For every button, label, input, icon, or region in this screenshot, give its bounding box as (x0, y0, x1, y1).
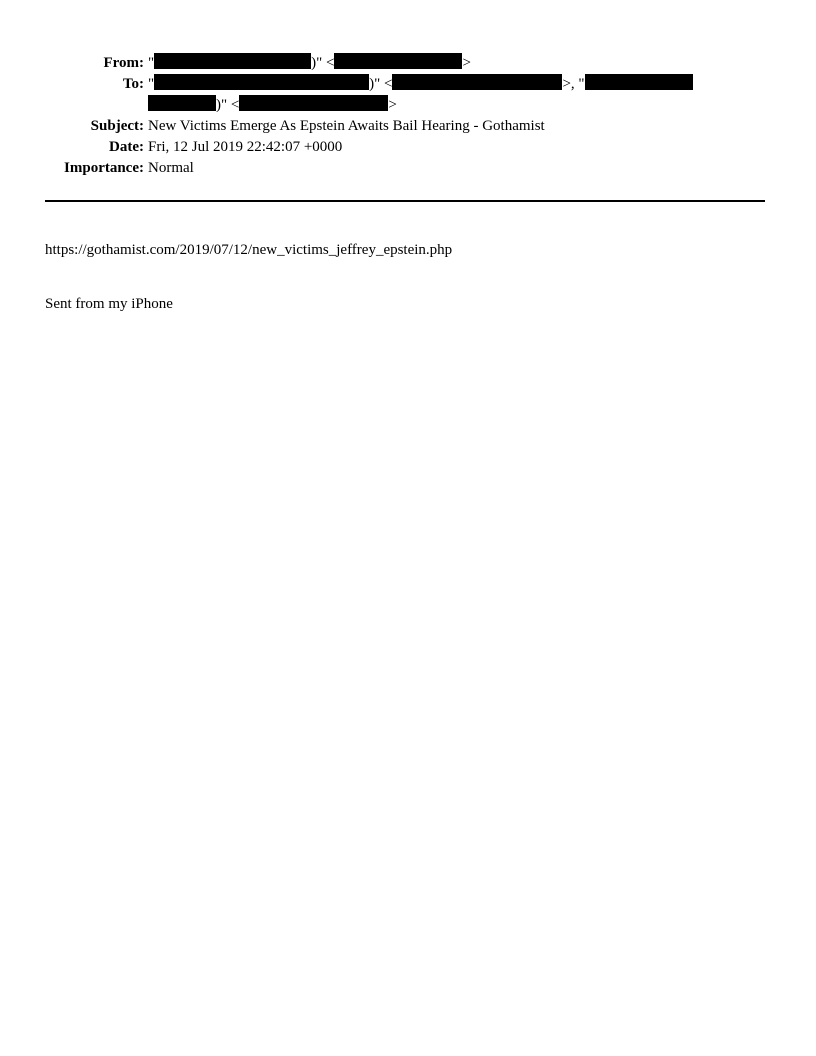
to-separator: >, " (562, 76, 585, 92)
from-value (148, 53, 471, 74)
importance-label: Importance: (64, 160, 144, 176)
to-value-continued (148, 95, 397, 116)
to-after-name-1: )" < (369, 76, 393, 92)
subject-value: New Victims Emerge As Epstein Awaits Bail Hearing - Gothamist (148, 118, 545, 134)
subject-row (0, 116, 816, 137)
from-open-quote: " (148, 55, 155, 71)
from-close: > (462, 55, 471, 71)
redacted-recipient-email-2 (239, 95, 388, 111)
redacted-sender-email (334, 53, 462, 69)
email-header (0, 53, 816, 179)
redacted-sender-name (154, 53, 311, 69)
to-close: > (388, 97, 397, 113)
subject-label: Subject: (90, 118, 144, 134)
date-row (0, 137, 816, 158)
redacted-recipient-name-2-start (585, 74, 693, 90)
body-url: https://gothamist.com/2019/07/12/new_victims_jeffrey_epstein.php (45, 242, 453, 258)
date-value: Fri, 12 Jul 2019 22:42:07 +0000 (148, 139, 343, 155)
to-label: To: (122, 76, 144, 92)
redacted-recipient-name-1 (154, 74, 369, 90)
from-row (0, 53, 816, 74)
to-after-name-2: )" < (216, 97, 240, 113)
importance-value: Normal (148, 160, 194, 176)
body-signature: Sent from my iPhone (45, 296, 173, 312)
redacted-recipient-email-1 (392, 74, 562, 90)
from-label: From: (103, 55, 144, 71)
redacted-recipient-name-2-end (148, 95, 216, 111)
header-divider (45, 200, 765, 202)
importance-row (0, 158, 816, 179)
to-open-quote: " (148, 76, 155, 92)
to-row (0, 74, 816, 95)
to-row-continued (0, 95, 816, 116)
to-value (148, 74, 693, 95)
from-after-name: )" < (311, 55, 335, 71)
date-label: Date: (109, 139, 144, 155)
